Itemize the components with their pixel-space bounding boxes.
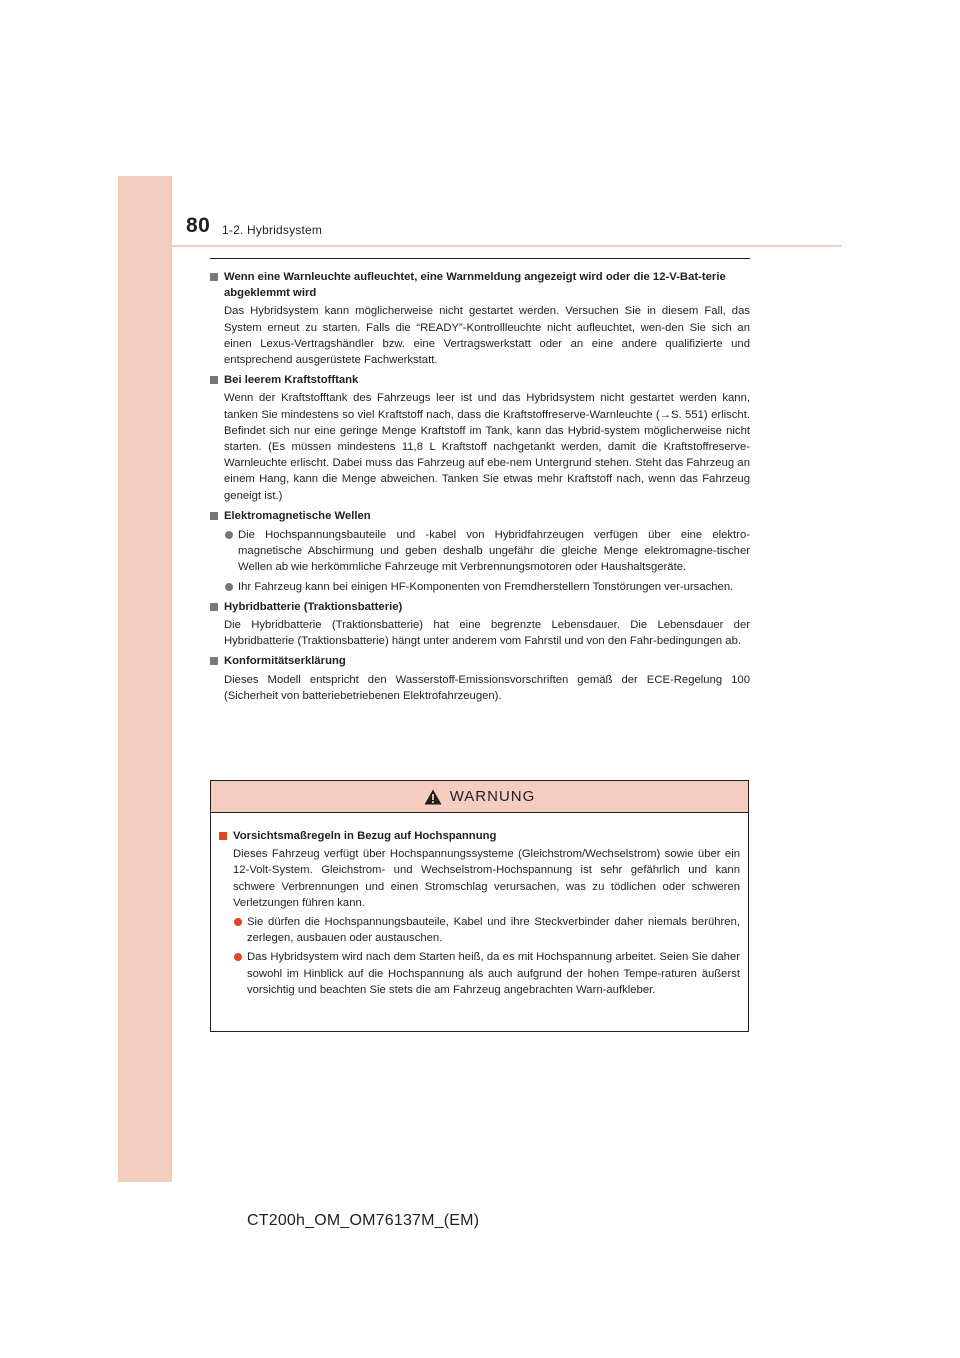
warning-bullet-text: Das Hybridsystem wird nach dem Starten heiß, da es mit Hochspannung arbeitet. Seien Sie daher sowohl im Hinblick auf die Hochspannung als auch aufgrund der hohen Tempe-raturen äußerst vorsichtig und beachten Sie stets die am Fahrzeug angebrachten Warn-aufkleber. — [247, 951, 740, 996]
section-heading-text: Hybridbatterie (Traktionsbatterie) — [224, 600, 403, 613]
bullet-text: Die Hochspannungsbauteile und -kabel von Hybridfahrzeugen verfügen über eine elektro-magnetische Abschirmung und geben deshalb ungefähr die gleiche Menge elektromagne-tischer Wellen ab wie herkömmliche Fahrzeuge mit Verbrennungsmotoren oder Haushaltsgeräte. — [238, 529, 750, 574]
section-heading — [210, 599, 750, 615]
section-heading-text: Bei leerem Kraftstofftank — [224, 374, 359, 387]
square-bullet-icon — [210, 376, 218, 384]
section-heading — [210, 508, 750, 524]
round-bullet-icon — [225, 583, 233, 591]
warning-box — [210, 780, 749, 1032]
warning-body — [211, 813, 748, 998]
section-heading-text: Elektromagnetische Wellen — [224, 509, 371, 522]
warning-bullet-text: Sie dürfen die Hochspannungsbauteile, Kabel und ihre Steckverbinder daher niemals berühren, zerlegen, ausbauen oder austauschen. — [247, 916, 740, 945]
section-text: Das Hybridsystem kann möglicherweise nicht gestartet werden. Versuchen Sie in diesem Fall, das System erneut zu starten. Falls die “READY”-Kontrollleuchte nicht aufleuchtet, wen-den Sie sich an einen Lexus-Vertragshändler bzw. eine Vertragswerkstatt oder an eine andere qualifizierte und entsprechend ausgerüstete Fachwerkstatt. — [224, 305, 750, 367]
header-divider — [172, 245, 842, 247]
round-bullet-icon — [225, 531, 233, 539]
square-bullet-icon — [210, 273, 218, 281]
content-body — [210, 265, 750, 704]
round-bullet-icon — [234, 953, 242, 961]
section-text: Dieses Modell entspricht den Wasserstoff-Emissionsvorschriften gemäß der ECE-Regelung 100 (Sicherheit von batteriebetriebenen Elektrofahrzeugen). — [224, 673, 750, 702]
warning-bullet-item — [219, 949, 740, 998]
square-bullet-icon — [219, 832, 227, 840]
section-heading — [210, 372, 750, 388]
square-bullet-icon — [210, 657, 218, 665]
section-heading-text: Konformitätserklärung — [224, 655, 346, 668]
warning-heading — [219, 828, 740, 844]
section-heading — [210, 653, 750, 669]
section-text: Die Hybridbatterie (Traktionsbatterie) hat eine begrenzte Lebensdauer. Die Lebensdauer der Hybridbatterie (Traktionsbatterie) hängt unter anderem vom Fahrstil und von den Fahr-bedingungen ab. — [224, 619, 750, 648]
bullet-item — [210, 579, 750, 595]
section-heading — [210, 269, 750, 301]
warning-heading-text: Vorsichtsmaßregeln in Bezug auf Hochspannung — [233, 830, 497, 842]
square-bullet-icon — [210, 603, 218, 611]
warning-text: Dieses Fahrzeug verfügt über Hochspannungssysteme (Gleichstrom/Wechselstrom) sowie über ein 12-Volt-System. Gleichstrom- und Wechselstrom-Hochspannung ist sehr gefährlich und kann schwere Verbrennungen und einen Stromschlag verursachen, was zu tödlichen oder schweren Verletzungen führen kann. — [233, 848, 740, 909]
square-bullet-icon — [210, 512, 218, 520]
page-number: 80 — [186, 214, 211, 237]
warning-triangle-icon — [424, 789, 442, 805]
side-band — [118, 176, 172, 1182]
warning-title: WARNUNG — [449, 788, 536, 805]
content-top-rule — [210, 258, 750, 259]
section-text: Wenn der Kraftstofftank des Fahrzeugs leer ist und das Hybridsystem nicht gestartet werden kann, tanken Sie mindestens so viel Kraftstoff nach, dass die Kraftstoffreserve-Warnleuchte (→S. 551) erlischt. Befindet sich nur eine geringe Menge Kraftstoff im Tank, kann das Hybrid-system möglicherweise nicht starten. (Es müssen mindestens 11,8 L Kraftstoff nachgetankt werden, damit die Kraftstoffreserve-Warnleuchte erlischt. Dabei muss das Fahrzeug auf ebe-nem Untergrund stehen. Steht das Fahrzeug an einem Hang, kann die Menge abweichen. Tanken Sie etwas mehr Kraftstoff nach, wenn das Fahrzeug geneigt ist.) — [224, 392, 750, 502]
section-heading-text: Wenn eine Warnleuchte aufleuchtet, eine Warnmeldung angezeigt wird oder die 12-V-Bat-terie abgeklemmt wird — [224, 271, 726, 300]
section-label: 1-2. Hybridsystem — [222, 223, 323, 237]
warning-bullet-item — [219, 914, 740, 946]
bullet-item — [210, 527, 750, 576]
document-code: CT200h_OM_OM76137M_(EM) — [247, 1212, 480, 1229]
round-bullet-icon — [234, 918, 242, 926]
warning-header — [211, 781, 748, 813]
bullet-text: Ihr Fahrzeug kann bei einigen HF-Komponenten von Fremdherstellern Tonstörungen ver-ursachen. — [238, 580, 734, 593]
